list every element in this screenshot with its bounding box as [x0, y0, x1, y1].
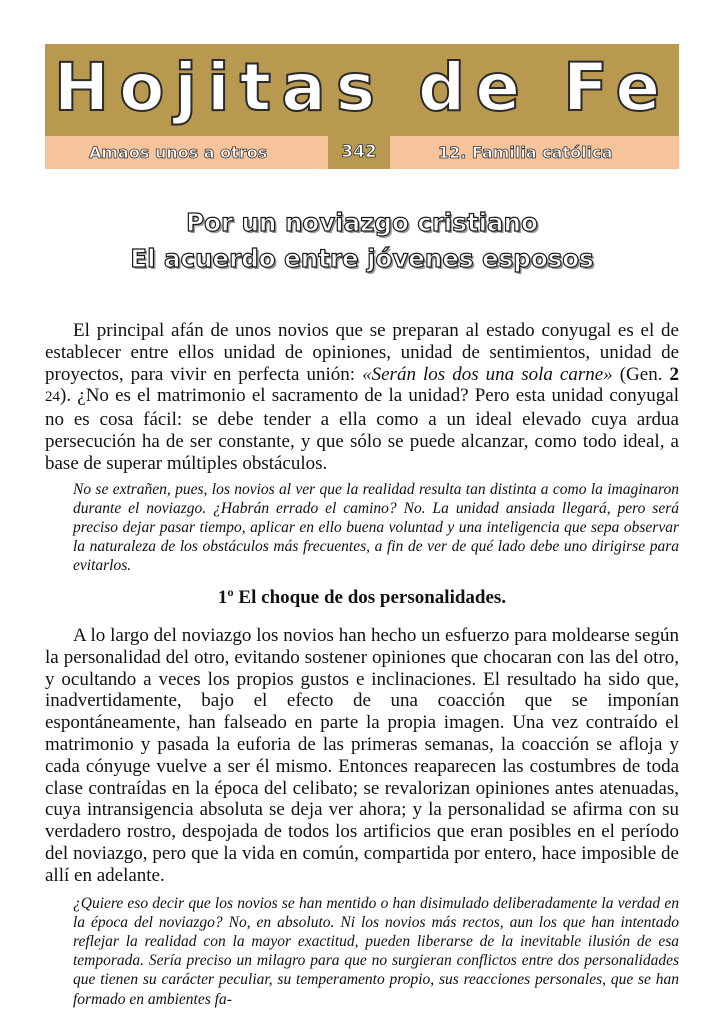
- intro-note: No se extrañen, pues, los novios al ver que la realidad resulta tan distinta a como la imaginaron durante el noviazgo. ¿Habrán errado el camino? No. La unidad ansiada llegará, pero será preciso dejar pasar tiempo, aplicar en ello buena voluntad y una inteligencia que sepa observar la naturaleza de los obstáculos más frecuentes, a fin de ver de qué lado debe uno dirigirse para evitarlos.: [73, 480, 679, 575]
- scripture-chapter: 2: [669, 363, 680, 385]
- article-title-line2: El acuerdo entre jóvenes esposos: [130, 244, 594, 273]
- article-title: [45, 205, 679, 277]
- scripture-quote: «Serán los dos una sola carne»: [362, 363, 613, 385]
- section-1-paragraph: A lo largo del noviazgo los novios han hecho un esfuerzo para moldearse según la personalidad del otro, evitando sostener opiniones que chocaran con las del otro, y ocultando a veces los propios gustos e inclinaciones. El resultado ha sido que, inadvertidamente, bajo el efecto de una coacción que se imponían espontáneamente, han falseado en parte la propia imagen. Una vez contraído el matrimonio y pasada la euforia de las primeras semanas, la coacción se afloja y cada cónyuge vuelve a ser él mismo. Entonces reaparecen las costumbres de toda clase contraídas en la época del celibato; se revalorizan opiniones antes atenuadas, cuya intransigencia absoluta se deja ver ahora; y la personalidad se afirma con su verdadero rostro, despojada de todos los artificios que eran posibles en el período del noviazgo, pero que la vida en común, compartida por entero, hace imposible de allí en adelante.: [45, 625, 679, 886]
- section-1: [45, 586, 679, 1009]
- scripture-verse: 24: [45, 389, 60, 406]
- masthead-subbar: [45, 136, 679, 169]
- intro-text-cont: ). ¿No es el matrimonio el sacramento de la unidad? Pero esta unidad conyugal no es cosa fácil: se debe tender a ella como a un ideal elevado cuya ardua persecución ha de ser constante, y que sólo se puede alcanzar, como todo ideal, a base de superar múltiples obstáculos.: [45, 385, 679, 474]
- section-1-note: ¿Quiere eso decir que los novios se han mentido o han disimulado deliberadamente la verdad en la época del noviazgo? No, en absoluto. Ni los novios más rectos, aun los que han intentado reflejar la realidad con la mayor exactitud, pueden liberarse de la inevitable ilusión de esa temporada. Sería preciso un milagro para que no surgieran conflictos entre dos personalidades que tienen su carácter peculiar, su temperamento propio, sus reacciones personales, que se han formado en ambientes fa-: [73, 894, 679, 1008]
- section-1-heading: 1º El choque de dos personalidades.: [217, 587, 507, 608]
- series-category: 12. Familia católica: [438, 143, 613, 162]
- intro-block: [45, 320, 679, 576]
- article-title-line1: Por un noviazgo cristiano: [186, 208, 538, 237]
- series-motto: Amaos unos a otros: [89, 143, 268, 162]
- masthead-banner: [45, 44, 679, 136]
- publication-title: Hojitas de Fe: [53, 49, 671, 126]
- scripture-ref-open: (Gen.: [612, 363, 670, 385]
- issue-number: 342: [328, 136, 390, 169]
- masthead: [45, 44, 679, 169]
- intro-paragraph: [45, 320, 679, 475]
- intro-text: El principal afán de unos novios que se preparan al estado conyugal es el de establecer entre ellos unidad de opiniones, unidad de sentimientos, unidad de proyectos, para vivir en perfecta unión:: [45, 320, 679, 385]
